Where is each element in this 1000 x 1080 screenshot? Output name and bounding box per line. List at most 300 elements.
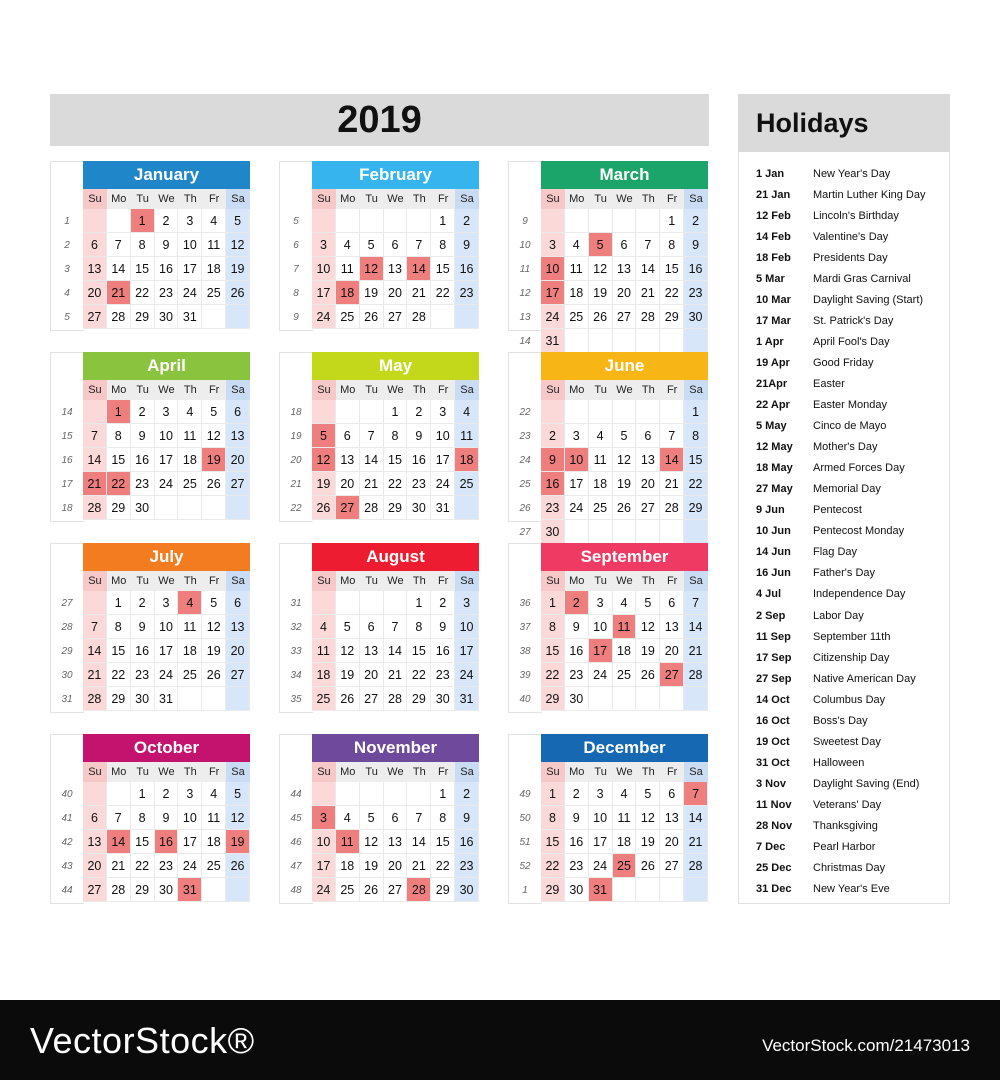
day-cell: 6 [384,233,408,257]
day-cell: 17 [155,448,179,472]
day-cell: 8 [431,806,455,830]
day-cell: 19 [360,854,384,878]
day-cell: 10 [312,257,336,281]
day-cell: 12 [336,639,360,663]
day-cell: 9 [131,424,155,448]
holiday-row [738,247,950,268]
weekday-label: Su [312,571,336,591]
day-cell: 25 [178,472,202,496]
holiday-name: Daylight Saving (End) [813,777,920,790]
empty-day-cell [83,400,107,424]
day-cell: 23 [541,496,565,520]
day-cell: 15 [684,448,708,472]
weekday-header [312,189,479,209]
day-cell: 5 [636,591,660,615]
day-cell: 25 [312,687,336,711]
day-cell: 21 [660,472,684,496]
weekday-label: Su [312,762,336,782]
empty-day-cell [660,520,684,544]
holiday-day-cell: 5 [312,424,336,448]
day-cell: 17 [431,448,455,472]
day-grid [83,209,250,329]
holiday-row [738,184,950,205]
month-january [50,161,250,331]
empty-day-cell [107,209,131,233]
empty-day-cell [83,782,107,806]
weekday-label: Tu [131,380,155,400]
holiday-name: Native American Day [813,672,916,685]
weekday-label: Sa [455,571,479,591]
holiday-date: 31 Dec [756,883,792,896]
day-cell: 20 [226,448,250,472]
day-cell: 26 [312,496,336,520]
month-title: April [83,352,250,380]
week-number: 52 [519,860,531,872]
week-number: 43 [61,860,73,872]
holiday-name: Mardi Gras Carnival [813,272,911,285]
weekday-label: Mo [336,571,360,591]
day-cell: 7 [407,233,431,257]
day-cell: 31 [455,687,479,711]
week-number: 40 [519,693,531,705]
weekday-label: Th [636,571,660,591]
day-cell: 2 [431,591,455,615]
holiday-name: Boss's Day [813,714,868,727]
holiday-name: Halloween [813,756,865,769]
holiday-day-cell: 31 [178,878,202,902]
month-title: May [312,352,479,380]
weekday-label: Mo [565,571,589,591]
day-cell: 26 [226,281,250,305]
week-number: 23 [519,430,531,442]
empty-day-cell [202,687,226,711]
day-cell: 27 [384,305,408,329]
week-number: 8 [293,287,299,299]
holiday-day-cell: 16 [541,472,565,496]
holiday-day-cell: 19 [202,448,226,472]
holiday-date: 9 Jun [756,504,785,517]
month-november [279,734,479,904]
day-cell: 3 [178,209,202,233]
day-cell: 7 [407,806,431,830]
day-cell: 23 [155,854,179,878]
day-cell: 3 [312,233,336,257]
holiday-date: 21 Jan [756,188,791,201]
month-december [508,734,708,904]
holiday-row [738,310,950,331]
month-april [50,352,250,522]
week-number: 31 [61,693,73,705]
day-cell: 6 [360,615,384,639]
day-cell: 24 [178,281,202,305]
holiday-day-cell: 11 [336,830,360,854]
week-number: 18 [61,502,73,514]
month-title: September [541,543,708,571]
day-cell: 18 [565,281,589,305]
day-cell: 27 [83,878,107,902]
day-cell: 11 [178,424,202,448]
day-cell: 20 [83,281,107,305]
holiday-date: 28 Nov [756,819,793,832]
empty-day-cell [226,878,250,902]
day-grid [541,209,708,353]
holiday-day-cell: 10 [541,257,565,281]
holiday-name: Labor Day [813,609,864,622]
empty-day-cell [660,687,684,711]
week-number: 25 [519,478,531,490]
weekday-label: Sa [684,380,708,400]
week-number: 27 [61,597,73,609]
day-cell: 1 [431,209,455,233]
week-number: 10 [519,239,531,251]
day-cell: 20 [226,639,250,663]
week-number: 14 [61,406,73,418]
week-number: 5 [64,311,70,323]
day-cell: 24 [541,305,565,329]
holiday-row [738,584,950,605]
day-cell: 24 [589,854,613,878]
day-cell: 29 [107,687,131,711]
day-cell: 11 [613,806,637,830]
holiday-row [738,626,950,647]
weekday-label: Mo [565,189,589,209]
day-cell: 31 [541,329,565,353]
day-cell: 20 [336,472,360,496]
holiday-date: 11 Nov [756,798,792,811]
holiday-day-cell: 17 [589,639,613,663]
empty-day-cell [312,209,336,233]
day-cell: 28 [684,854,708,878]
weekday-label: Fr [202,380,226,400]
weekday-label: We [613,571,637,591]
day-cell: 12 [360,830,384,854]
day-cell: 4 [589,424,613,448]
day-cell: 22 [407,663,431,687]
day-cell: 9 [565,806,589,830]
day-cell: 27 [83,305,107,329]
empty-day-cell [384,782,408,806]
day-cell: 30 [684,305,708,329]
holiday-date: 14 Feb [756,230,791,243]
empty-day-cell [202,496,226,520]
day-cell: 2 [455,782,479,806]
day-cell: 19 [312,472,336,496]
day-cell: 22 [431,281,455,305]
weekday-label: Mo [336,189,360,209]
holiday-day-cell: 5 [589,233,613,257]
holiday-name: Easter Monday [813,399,887,412]
day-cell: 5 [226,209,250,233]
holiday-row [738,521,950,542]
day-cell: 24 [589,663,613,687]
day-cell: 8 [107,424,131,448]
week-number: 27 [519,526,531,538]
day-cell: 26 [360,305,384,329]
holiday-name: New Year's Day [813,167,891,180]
holiday-name: Armed Forces Day [813,462,905,475]
empty-day-cell [684,878,708,902]
month-july [50,543,250,713]
day-cell: 23 [565,854,589,878]
week-number: 24 [519,454,531,466]
day-cell: 29 [131,878,155,902]
day-cell: 24 [312,878,336,902]
day-cell: 26 [589,305,613,329]
day-cell: 3 [178,782,202,806]
day-grid [312,591,479,711]
holiday-day-cell: 14 [107,830,131,854]
weekday-label: Fr [431,380,455,400]
day-cell: 22 [660,281,684,305]
holiday-date: 17 Mar [756,314,791,327]
holiday-day-cell: 17 [541,281,565,305]
week-number: 11 [519,263,531,275]
empty-day-cell [613,520,637,544]
day-cell: 19 [613,472,637,496]
day-cell: 3 [155,400,179,424]
day-cell: 29 [107,496,131,520]
empty-day-cell [83,209,107,233]
day-cell: 9 [155,806,179,830]
day-cell: 14 [636,257,660,281]
day-grid [312,782,479,902]
month-june [508,352,708,539]
day-cell: 10 [178,806,202,830]
holiday-day-cell: 14 [407,257,431,281]
weekday-label: Fr [431,189,455,209]
day-cell: 1 [431,782,455,806]
week-number: 28 [61,621,73,633]
day-cell: 5 [202,591,226,615]
weekday-label: Tu [131,762,155,782]
holiday-date: 10 Mar [756,293,791,306]
day-cell: 13 [226,615,250,639]
week-numbers [508,591,542,711]
week-number: 2 [64,239,70,251]
day-cell: 15 [107,448,131,472]
day-cell: 8 [131,233,155,257]
holiday-name: New Year's Eve [813,883,890,896]
week-number: 46 [290,836,302,848]
day-cell: 21 [360,472,384,496]
holiday-date: 12 May [756,441,793,454]
day-cell: 28 [407,305,431,329]
weekday-label: Su [312,189,336,209]
day-cell: 14 [407,830,431,854]
week-number: 40 [61,788,73,800]
day-cell: 16 [407,448,431,472]
day-cell: 2 [684,209,708,233]
holiday-row [738,500,950,521]
day-cell: 27 [660,854,684,878]
year-title: 2019 [50,94,709,146]
day-cell: 25 [455,472,479,496]
brand-logo: VectorStock® [30,1020,255,1061]
weekday-label: Fr [660,189,684,209]
day-cell: 12 [202,424,226,448]
day-cell: 11 [336,257,360,281]
day-cell: 25 [202,854,226,878]
week-numbers [50,591,84,711]
holiday-name: Father's Day [813,567,876,580]
day-cell: 13 [83,830,107,854]
holiday-date: 14 Jun [756,546,791,559]
day-cell: 4 [336,233,360,257]
holiday-day-cell: 21 [83,472,107,496]
week-number: 5 [293,215,299,227]
day-cell: 4 [312,615,336,639]
holiday-row [738,773,950,794]
day-cell: 6 [613,233,637,257]
day-cell: 17 [178,830,202,854]
empty-day-cell [636,400,660,424]
holiday-name: April Fool's Day [813,335,890,348]
holiday-day-cell: 1 [131,209,155,233]
day-cell: 14 [360,448,384,472]
day-cell: 29 [541,687,565,711]
day-cell: 2 [565,782,589,806]
weekday-label: Th [636,380,660,400]
empty-day-cell [360,400,384,424]
day-cell: 16 [155,257,179,281]
empty-day-cell [107,782,131,806]
day-cell: 30 [155,878,179,902]
day-cell: 2 [131,591,155,615]
holiday-date: 4 Jul [756,588,782,601]
week-number: 44 [61,884,73,896]
holiday-row [738,416,950,437]
day-cell: 20 [660,830,684,854]
week-number: 47 [290,860,302,872]
day-cell: 23 [431,663,455,687]
day-cell: 23 [684,281,708,305]
day-cell: 19 [360,281,384,305]
weekday-header [83,189,250,209]
day-cell: 23 [565,663,589,687]
empty-day-cell [565,209,589,233]
day-cell: 6 [83,233,107,257]
holiday-name: Citizenship Day [813,651,890,664]
day-cell: 16 [455,257,479,281]
day-cell: 17 [565,472,589,496]
weekday-label: Su [312,380,336,400]
day-cell: 11 [312,639,336,663]
day-cell: 4 [336,806,360,830]
day-cell: 14 [83,448,107,472]
weekday-header [83,762,250,782]
week-number: 18 [290,406,302,418]
empty-day-cell [83,591,107,615]
day-cell: 12 [226,233,250,257]
day-cell: 22 [541,663,565,687]
day-cell: 16 [131,448,155,472]
weekday-label: We [613,189,637,209]
day-cell: 26 [613,496,637,520]
day-cell: 27 [613,305,637,329]
weekday-header [541,380,708,400]
holiday-day-cell: 11 [613,615,637,639]
day-cell: 30 [565,687,589,711]
holiday-date: 12 Feb [756,209,791,222]
day-cell: 12 [202,615,226,639]
day-cell: 24 [431,472,455,496]
weekday-label: We [155,380,179,400]
empty-day-cell [565,329,589,353]
week-number: 1 [64,215,70,227]
day-cell: 5 [636,782,660,806]
day-cell: 24 [565,496,589,520]
day-cell: 27 [360,687,384,711]
holiday-row [738,373,950,394]
weekday-label: Mo [107,380,131,400]
day-cell: 5 [202,400,226,424]
week-number: 33 [290,645,302,657]
weekday-label: Su [541,380,565,400]
weekday-header [541,762,708,782]
holiday-row [738,731,950,752]
day-cell: 10 [589,615,613,639]
holiday-name: September 11th [813,630,891,643]
day-cell: 7 [660,424,684,448]
week-number: 22 [290,502,302,514]
day-cell: 15 [131,257,155,281]
holiday-day-cell: 18 [455,448,479,472]
week-numbers [279,400,313,520]
holiday-day-cell: 4 [178,591,202,615]
day-cell: 14 [107,257,131,281]
holiday-row [738,205,950,226]
day-cell: 13 [384,257,408,281]
day-cell: 20 [384,281,408,305]
week-number: 22 [519,406,531,418]
day-cell: 23 [131,472,155,496]
day-grid [83,591,250,711]
day-cell: 30 [455,878,479,902]
empty-day-cell [455,305,479,329]
day-cell: 15 [407,639,431,663]
weekday-label: Su [83,571,107,591]
day-cell: 30 [155,305,179,329]
week-number: 19 [290,430,302,442]
day-cell: 21 [407,854,431,878]
day-cell: 17 [312,854,336,878]
day-cell: 25 [613,663,637,687]
empty-day-cell [155,496,179,520]
holiday-day-cell: 3 [312,806,336,830]
weekday-header [83,380,250,400]
weekday-label: Su [83,762,107,782]
week-numbers [279,591,313,711]
month-title: November [312,734,479,762]
holidays-title: Holidays [738,94,950,152]
holiday-row [738,289,950,310]
day-cell: 9 [684,233,708,257]
month-march [508,161,708,348]
week-number: 48 [290,884,302,896]
day-cell: 9 [131,615,155,639]
empty-day-cell [360,591,384,615]
day-cell: 28 [360,496,384,520]
empty-day-cell [589,209,613,233]
empty-day-cell [636,329,660,353]
day-cell: 23 [407,472,431,496]
empty-day-cell [202,305,226,329]
day-cell: 4 [613,782,637,806]
day-grid [83,782,250,902]
day-cell: 18 [178,448,202,472]
month-september [508,543,708,713]
empty-day-cell [202,878,226,902]
